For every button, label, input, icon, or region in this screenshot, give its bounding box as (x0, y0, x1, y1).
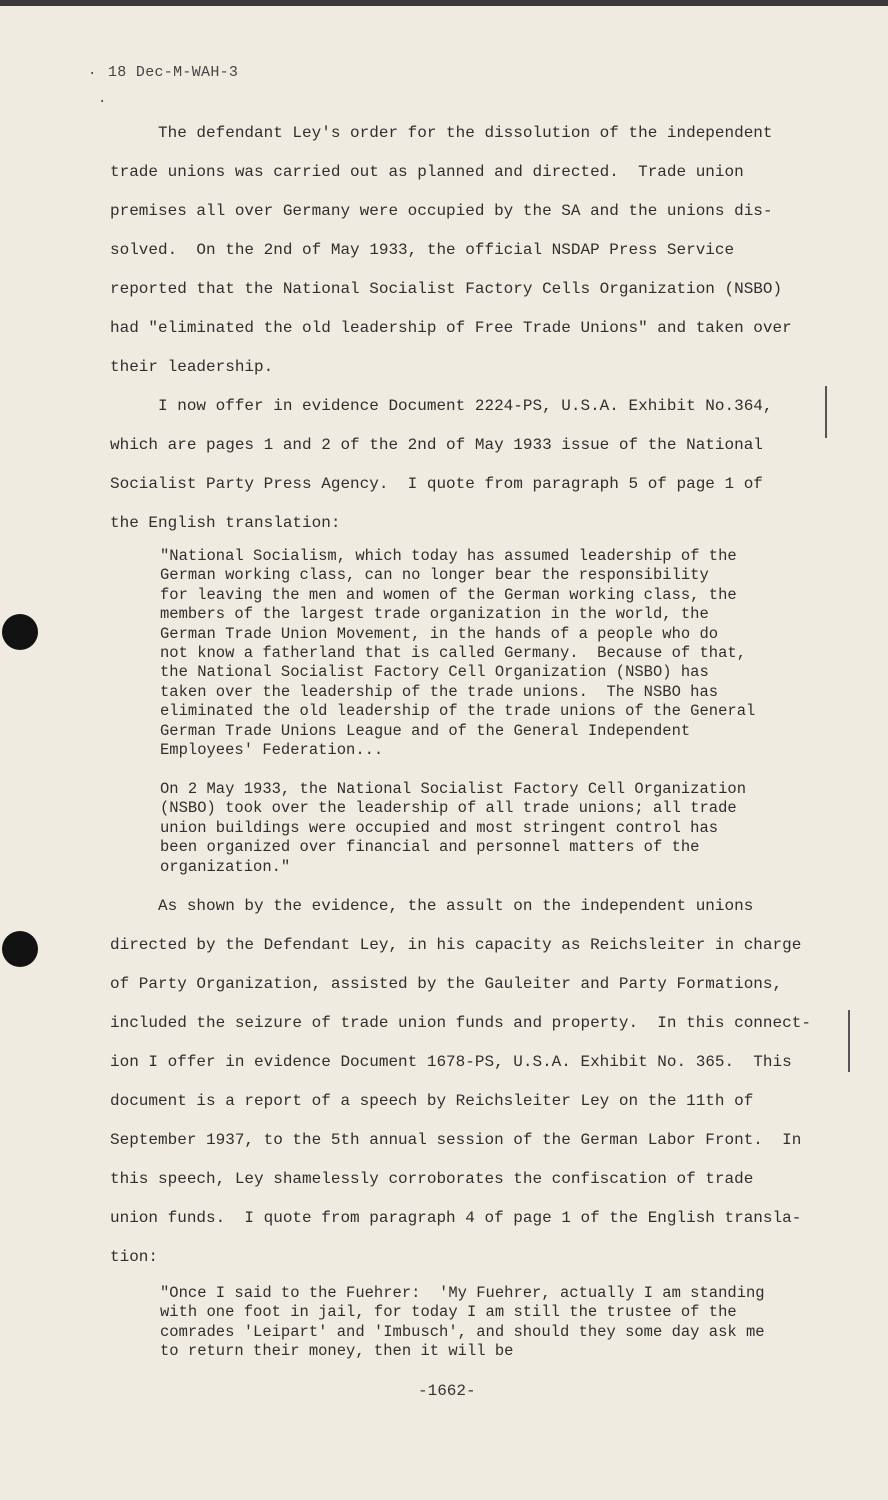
block-quote-1: "National Socialism, which today has assumed leadership of the German working class, can no longer bear the responsibility for leaving the men and women of the German working class, the members of the largest trade organization in the world, the German Trade Union Movement, in the hands of a people who do not know a fatherland that is called Germany. Because of that, the National Socialist Factory Cell Organization (NSBO) has taken over the leadership of the trade unions. The NSBO has eliminated the old leadership of the trade unions of the General German Trade Unions League and of the General Independent Employees' Federation... (160, 547, 756, 760)
punch-hole-lower (2, 931, 38, 967)
document-header-id: 18 Dec-M-WAH-3 (108, 64, 239, 81)
body-paragraph-3: As shown by the evidence, the assult on the independent unions directed by the Defendant Ley, in his capacity as Reichsleiter in charge of Party Organization, assisted by the Gauleiter and Party Formations, included the seizure of trade union funds and property. In this connect- ion I offer in evidence Document 1678-PS, U.S.A. Exhibit No. 365. This document is a report of a speech by Reichsleiter Ley on the 11th of September 1937, to the 5th annual session of the German Labor Front. In this speech, Ley shamelessly corroborates the confiscation of trade union funds. I quote from paragraph 4 of page 1 of the English transla- tion: (110, 897, 811, 1266)
margin-mark-lower (848, 1010, 850, 1072)
page-number: -1662- (418, 1382, 476, 1400)
margin-mark-upper (825, 386, 827, 438)
stray-mark: · (88, 66, 97, 82)
body-paragraph-1: The defendant Ley's order for the dissolution of the independent trade unions was carried out as planned and directed. Trade union premises all over Germany were occupied by the SA and the unions dis- solved. On the 2nd of May 1933, the official NSDAP Press Service reported that the National Socialist Factory Cells Organization (NSBO) had "eliminated the old leadership of Free Trade Unions" and taken over their leadership. (110, 124, 792, 376)
scan-top-edge (0, 0, 888, 6)
body-paragraph-2: I now offer in evidence Document 2224-PS, U.S.A. Exhibit No.364, which are pages 1 and 2 of the 2nd of May 1933 issue of the National Socialist Party Press Agency. I quote from paragraph 5 of page 1 of the English translation: (110, 397, 773, 532)
block-quote-3: "Once I said to the Fuehrer: 'My Fuehrer, actually I am standing with one foot in jail, for today I am still the trustee of the comrades 'Leipart' and 'Imbusch', and should they some day ask me to return their money, then it will be (160, 1284, 765, 1361)
stray-mark: · (98, 94, 107, 110)
punch-hole-upper (2, 614, 38, 650)
block-quote-2: On 2 May 1933, the National Socialist Factory Cell Organization (NSBO) took over the leadership of all trade unions; all trade union buildings were occupied and most stringent control has been organized over financial and personnel matters of the organization." (160, 780, 746, 876)
